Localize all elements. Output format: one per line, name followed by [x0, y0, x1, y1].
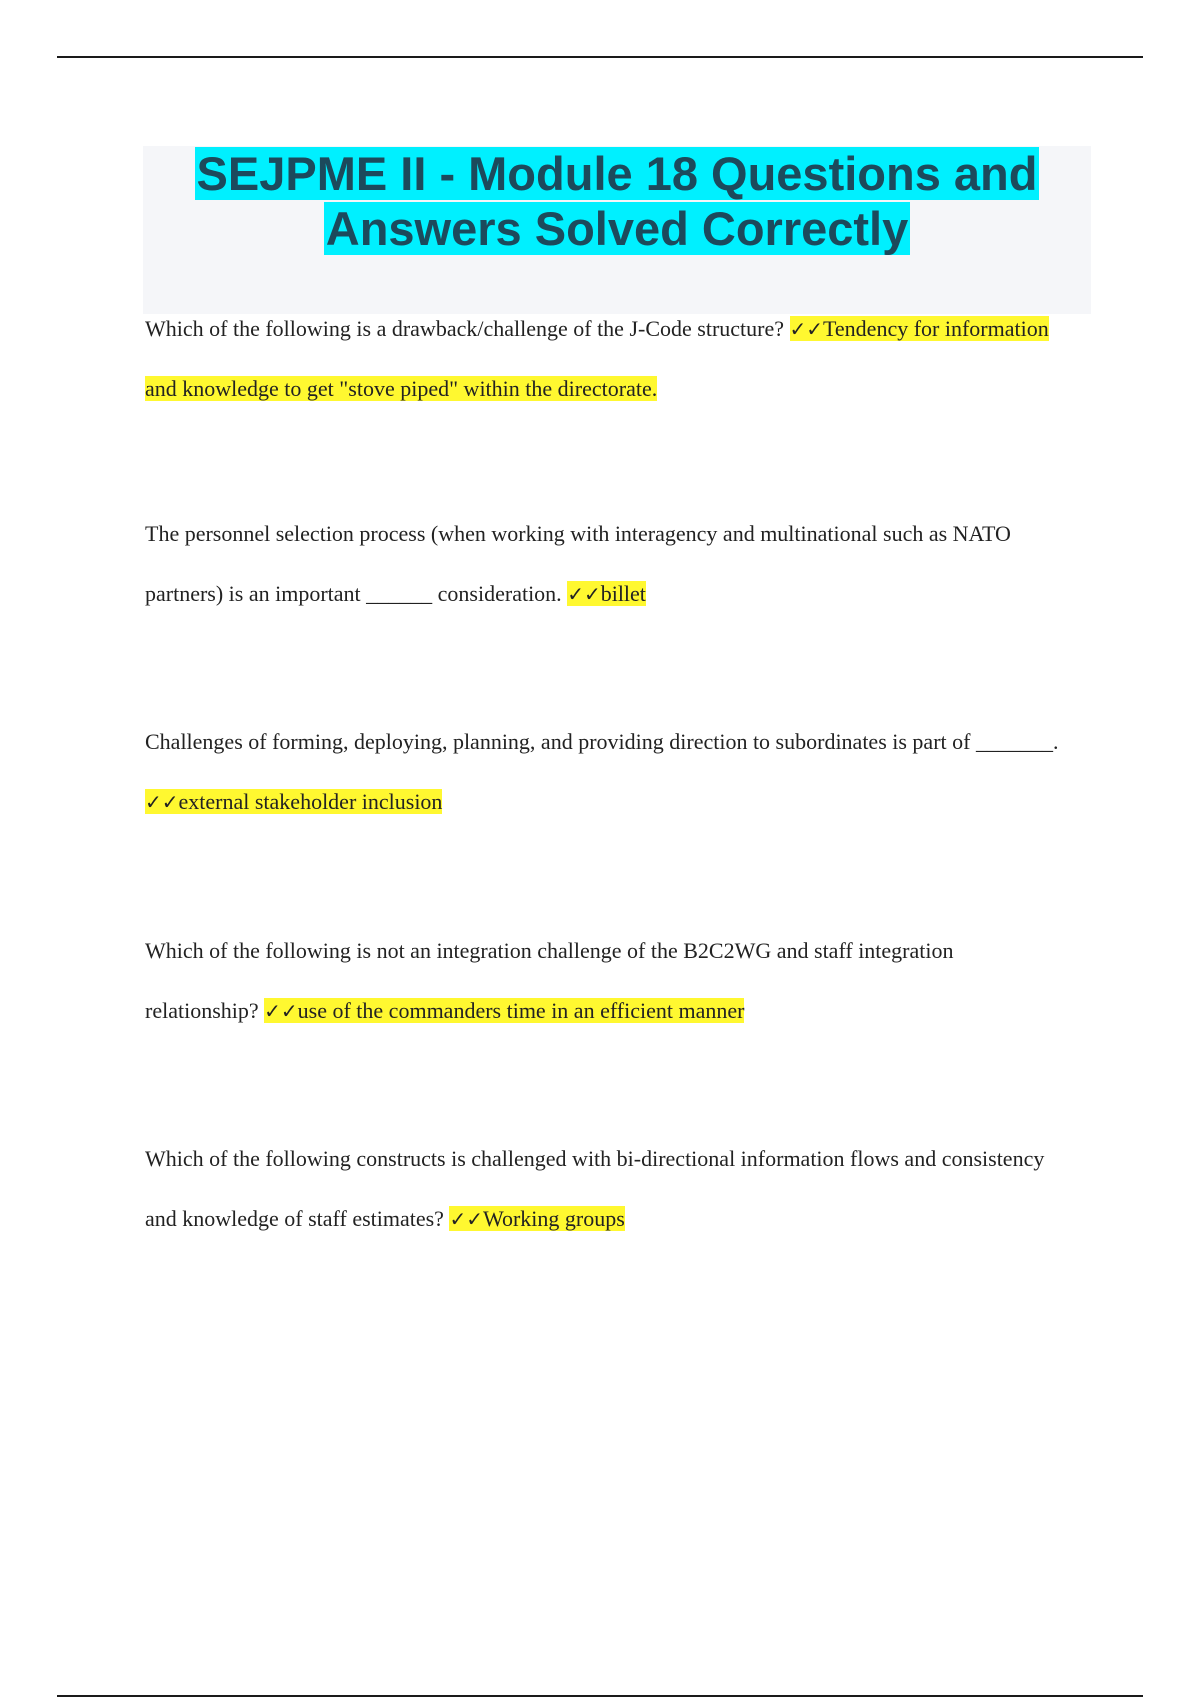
document-title — [143, 146, 1091, 256]
double-check-icon: ✓✓ — [567, 582, 601, 606]
top-rule — [57, 56, 1143, 58]
question-text: The personnel selection process (when working with interagency and multinational such as NATO partners) is an important ______ consideration. — [145, 521, 1011, 606]
answer-text: Working groups — [482, 1206, 625, 1231]
double-check-icon: ✓✓ — [145, 790, 179, 814]
answer-text: use of the commanders time in an efficient manner — [297, 998, 745, 1023]
answer-text: external stakeholder inclusion — [178, 789, 443, 814]
qa-item-5 — [145, 1129, 1065, 1249]
title-block — [143, 146, 1091, 314]
question-text: Challenges of forming, deploying, planning, and providing direction to subordinates is part of _______. — [145, 729, 1059, 754]
answer-highlight — [567, 581, 646, 606]
double-check-icon: ✓✓ — [789, 317, 824, 341]
qa-item-2 — [145, 504, 1065, 624]
title-line-1: SEJPME II - Module 18 Questions and — [196, 147, 1038, 200]
bottom-rule — [57, 1695, 1143, 1697]
title-line-2: Answers Solved Correctly — [325, 202, 909, 255]
question-text: Which of the following is not an integration challenge of the B2C2WG and staff integration relationship? — [145, 938, 954, 1023]
qa-item-3 — [145, 712, 1065, 832]
question-text: Which of the following is a drawback/challenge of the J-Code structure? — [145, 316, 790, 341]
answer-highlight — [264, 998, 744, 1023]
answer-text: billet — [600, 581, 646, 606]
double-check-icon: ✓✓ — [264, 999, 298, 1023]
answer-text: Tendency for information and knowledge to get "stove piped" within the directorate. — [145, 316, 1049, 401]
qa-item-1 — [145, 299, 1065, 419]
qa-item-4 — [145, 921, 1065, 1041]
answer-highlight — [449, 1206, 624, 1231]
double-check-icon: ✓✓ — [449, 1207, 483, 1231]
answer-highlight — [145, 789, 442, 814]
question-text: Which of the following constructs is challenged with bi-directional information flows and consistency and knowledge of staff estimates? — [145, 1146, 1045, 1231]
